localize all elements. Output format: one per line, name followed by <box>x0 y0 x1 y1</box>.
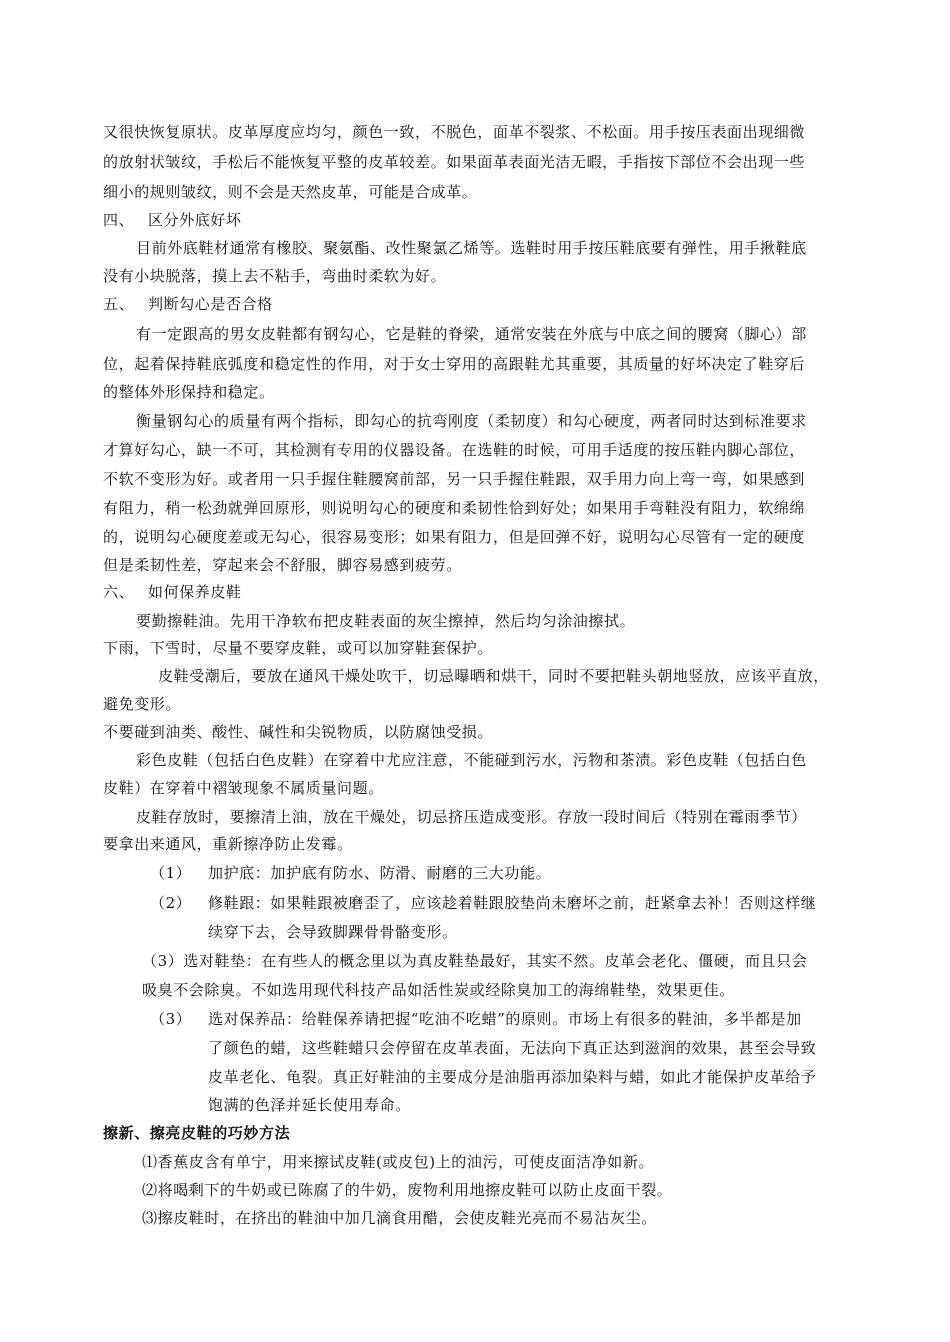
section-number: 六、 <box>103 583 135 601</box>
paragraph-line: 皮鞋受潮后，要放在通风干燥处吹干，切忌曝晒和烘干，同时不要把鞋头朝地竖放，应该平直放， <box>158 667 829 685</box>
tip-item: ⑵将喝剩下的牛奶或已陈腐了的牛奶，废物利用地擦皮鞋可以防止皮面干裂。 <box>142 1181 673 1199</box>
paragraph-line: 的，说明勾心硬度差或无勾心，很容易变形；如果有阻力，但是回弹不好，说明勾心尽管有一定的硬度 <box>103 528 806 546</box>
paragraph-line: 位，起着保持鞋底弧度和稳定性的作用，对于女士穿用的高跟鞋尤其重要，其质量的好坏决定了鞋穿后 <box>103 355 806 373</box>
list-item: 了颜色的蜡，这些鞋蜡只会停留在皮革表面，无法向下真正达到滋润的效果，甚至会导致 <box>208 1039 817 1057</box>
paragraph-line: 的整体外形保持和稳定。 <box>103 383 275 401</box>
list-number: （3） <box>150 1010 192 1028</box>
section-heading: 判断勾心是否合格 <box>148 295 273 313</box>
section-heading: 区分外底好坏 <box>148 211 242 229</box>
paragraph-line: 衡量钢勾心的质量有两个指标，即勾心的抗弯刚度（柔韧度）和勾心硬度，两者同时达到标准要求 <box>136 412 807 430</box>
tip-item: ⑶擦皮鞋时，在挤出的鞋油中加几滴食用醋，会使皮鞋光亮而不易沾灰尘。 <box>142 1209 657 1227</box>
list-number: （1） <box>150 864 192 882</box>
paragraph-line: 又很快恢复原状。皮革厚度应均匀，颜色一致，不脱色，面革不裂浆、不松面。用手按压表面出现细微 <box>103 123 806 141</box>
paragraph-line: 但是柔韧性差，穿起来会不舒服，脚容易感到疲劳。 <box>103 556 462 574</box>
paragraph-line: 彩色皮鞋（包括白色皮鞋）在穿着中尤应注意，不能碰到污水，污物和茶渍。彩色皮鞋（包括白色 <box>136 751 807 769</box>
paragraph-line: 细小的规则皱纹，则不会是天然皮革，可能是合成革。 <box>103 183 478 201</box>
tip-item: ⑴香蕉皮含有单宁，用来擦试皮鞋(或皮包)上的油污，可使皮面洁净如新。 <box>142 1153 655 1171</box>
paragraph-line: 没有小块脱落，摸上去不粘手，弯曲时柔软为好。 <box>103 267 447 285</box>
paragraph-line: 皮鞋）在穿着中褶皱现象不属质量问题。 <box>103 779 384 797</box>
section-heading: 如何保养皮鞋 <box>148 583 242 601</box>
list-item: 饱满的色泽并延长使用寿命。 <box>208 1096 411 1114</box>
paragraph-line: 要拿出来通风，重新擦净防止发霉。 <box>103 835 353 853</box>
list-number: （2） <box>150 894 192 912</box>
list-item: 修鞋跟：如果鞋跟被磨歪了，应该趁着鞋跟胶垫尚未磨坏之前，赶紧拿去补！否则这样继 <box>208 894 817 912</box>
list-item: （3）选对鞋垫：在有些人的概念里以为真皮鞋垫最好，其实不然。皮革会老化、僵硬，而且只会 <box>142 952 808 970</box>
section-number: 四、 <box>103 211 135 229</box>
paragraph-line: 不软不变形为好。或者用一只手握住鞋腰窝前部，另一只手握住鞋跟，双手用力向上弯一弯，如果感到 <box>103 470 806 488</box>
section-number: 五、 <box>103 295 135 313</box>
paragraph-line: 避免变形。 <box>103 695 182 713</box>
paragraph-line: 不要碰到油类、酸性、碱性和尖锐物质，以防腐蚀受损。 <box>103 723 494 741</box>
list-item: 加护底：加护底有防水、防滑、耐磨的三大功能。 <box>208 864 552 882</box>
section-title: 擦新、擦亮皮鞋的巧妙方法 <box>103 1124 291 1142</box>
list-item: 选对保养品：给鞋保养请把握“吃油不吃蜡”的原则。市场上有很多的鞋油，多半都是加 <box>208 1010 802 1028</box>
paragraph-line: 皮鞋存放时，要擦清上油，放在干燥处，切忌挤压造成变形。存放一段时间后（特别在霉雨季节） <box>136 808 807 826</box>
paragraph-line: 才算好勾心，缺一不可，其检测有专用的仪器设备。在选鞋的时候，可用手适度的按压鞋内脚心部位， <box>103 441 806 459</box>
paragraph-line: 目前外底鞋材通常有橡胶、聚氨酯、改性聚氯乙烯等。选鞋时用手按压鞋底要有弹性，用手揪鞋底 <box>136 239 807 257</box>
paragraph-line: 有阻力，稍一松劲就弹回原形，则说明勾心的硬度和柔韧性恰到好处；如果用手弯鞋没有阻力，软绵绵 <box>103 499 806 517</box>
list-item: 皮革老化、龟裂。真正好鞋油的主要成分是油脂再添加染料与蜡，如此才能保护皮革给予 <box>208 1068 817 1086</box>
paragraph-line: 有一定跟高的男女皮鞋都有钢勾心，它是鞋的脊梁，通常安装在外底与中底之间的腰窝（脚心）部 <box>136 325 807 343</box>
paragraph-line: 下雨，下雪时，尽量不要穿皮鞋，或可以加穿鞋套保护。 <box>103 639 494 657</box>
paragraph-line: 要勤擦鞋油。先用干净软布把皮鞋表面的灰尘擦掉，然后均匀涂油擦拭。 <box>136 612 636 630</box>
list-item: 吸臭不会除臭。不如选用现代科技产品如活性炭或经除臭加工的海绵鞋垫，效果更佳。 <box>142 981 735 999</box>
paragraph-line: 的放射状皱纹，手松后不能恢复平整的皮革较差。如果面革表面光洁无暇，手指按下部位不会出现一些 <box>103 153 806 171</box>
list-item: 续穿下去，会导致脚踝骨骨骼变形。 <box>208 923 458 941</box>
